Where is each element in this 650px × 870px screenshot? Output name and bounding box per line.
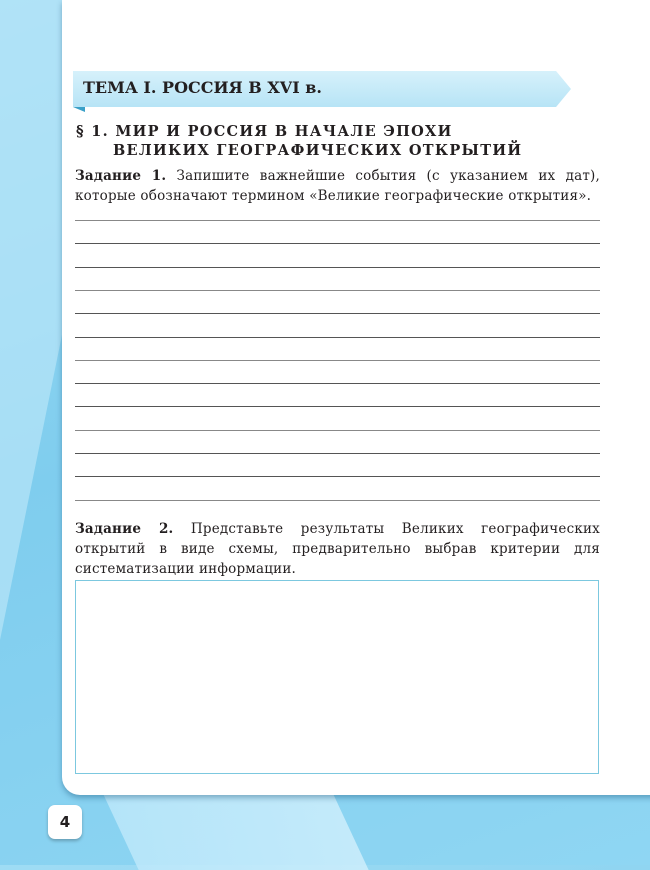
answer-line[interactable] — [75, 430, 600, 431]
section-title — [76, 122, 522, 160]
answer-line[interactable] — [75, 406, 600, 407]
answer-line[interactable] — [75, 337, 600, 338]
task-2-text: Представьте результаты Великих географических открытий в виде схемы, предварительно выбрав критерии для систематизации информации. — [75, 521, 600, 577]
answer-line[interactable] — [75, 243, 600, 244]
answer-line[interactable] — [75, 313, 600, 314]
task-1-text: Запишите важнейшие события (с указанием их дат), которые обозначают термином «Великие географические открытия». — [75, 168, 600, 204]
answer-line[interactable] — [75, 476, 600, 477]
answer-line[interactable] — [75, 267, 600, 268]
topic-title: ТЕМА I. РОССИЯ В XVI в. — [83, 78, 322, 97]
answer-line[interactable] — [75, 500, 600, 501]
scheme-answer-box[interactable] — [75, 580, 599, 774]
task-2 — [75, 519, 600, 579]
task-2-label: Задание 2. — [75, 521, 174, 537]
section-title-line2: ВЕЛИКИХ ГЕОГРАФИЧЕСКИХ ОТКРЫТИЙ — [113, 142, 523, 159]
answer-line[interactable] — [75, 453, 600, 454]
page-number: 4 — [48, 805, 82, 839]
answer-line[interactable] — [75, 290, 600, 291]
task-1-label: Задание 1. — [75, 168, 167, 184]
answer-line[interactable] — [75, 360, 600, 361]
task-1 — [75, 166, 600, 206]
section-title-line1: § 1. МИР И РОССИЯ В НАЧАЛЕ ЭПОХИ — [76, 123, 453, 140]
background-decoration — [101, 790, 368, 870]
answer-line[interactable] — [75, 383, 600, 384]
answer-line[interactable] — [75, 220, 600, 221]
